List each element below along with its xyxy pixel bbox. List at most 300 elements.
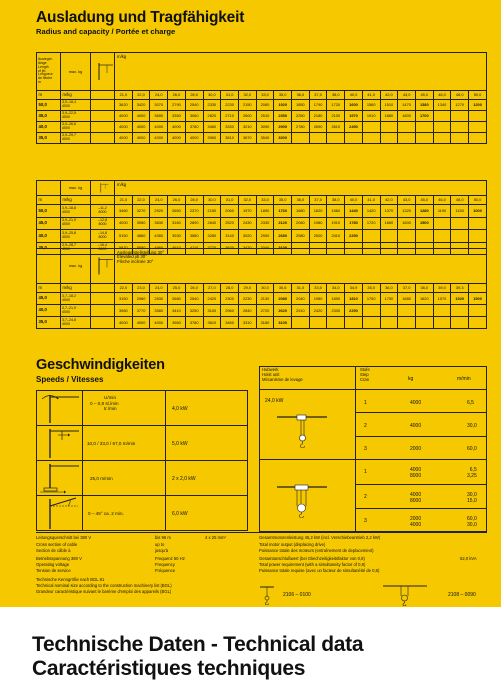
electrical-note: jusqu'à [155, 548, 169, 553]
max-load-cell: 3,7–24,8 4000 [61, 317, 91, 329]
capacity-cell: 3690 [150, 111, 168, 122]
slew-speed: U/min 0 – 0,8 sl./min tr./min [90, 395, 119, 412]
capacity-cell: 2100 [327, 111, 345, 122]
capacity-cell: 3090 [256, 122, 274, 133]
electrical-note: Operating voltage [36, 562, 70, 567]
max-load-cell: 3,7–18,2 4000 [61, 293, 91, 305]
hoist-speed: 30,0 [467, 423, 477, 429]
radius-cell: 34,9 [345, 284, 363, 293]
hoist-step: 3 [364, 446, 367, 452]
radius-cell: 37,0 [309, 91, 327, 100]
capacity-cell: 1890 [256, 205, 274, 218]
capacity-cell: 1510 [380, 100, 398, 111]
radius-cell: 35,0 [274, 91, 292, 100]
table-note-cell: m/kg [115, 53, 487, 91]
radius-cell: 48,0 [451, 91, 469, 100]
capacity-cell: 3340 [256, 242, 274, 255]
capacity-cell [327, 133, 345, 144]
capacity-cell: 1620 [415, 293, 433, 305]
max-load-cell: 3,9–18,8 4000 [61, 205, 91, 218]
capacity-cell [309, 133, 327, 144]
electrical-note: Grandeur caractéristique suivant le barème d'emploi des appareils (BGL) [36, 589, 172, 594]
capacity-cell [380, 133, 398, 144]
max-load-cell: 3,9–25,8 4000 [61, 230, 91, 243]
max-load-double-cell [91, 122, 115, 133]
step-header: Stufe Step Cran [360, 367, 370, 382]
capacity-cell [469, 317, 487, 329]
max-load-double-cell [91, 293, 115, 305]
jib-length-cell: 35,0 [37, 133, 61, 144]
capacity-cell: 3100 [274, 317, 292, 329]
radius-cell: 32,0 [238, 196, 256, 205]
capacity-cell: 1750 [380, 293, 398, 305]
capacity-cell: 1500 [415, 217, 433, 230]
capacity-cell: 3460 [221, 317, 239, 329]
capacity-cell: 1800 [398, 111, 416, 122]
capacity-cell [362, 305, 380, 317]
luffing-crane-icon [38, 496, 81, 530]
capacity-cell: 1000 [469, 205, 487, 218]
capacity-cell [469, 111, 487, 122]
capacity-cell: 3410 [168, 305, 186, 317]
hoist-speed: 30,0 15,0 [467, 492, 477, 504]
radius-cell: 37,0 [398, 284, 416, 293]
radius-cell: 46,0 [433, 196, 451, 205]
capacity-cell: 4000 [115, 133, 133, 144]
capacity-cell: 1600 [398, 217, 416, 230]
blank-cell [37, 249, 61, 284]
capacity-cell [398, 122, 416, 133]
radius-cell: 25,0 [168, 284, 186, 293]
capacity-cell: 1780 [345, 217, 363, 230]
capacity-cell [398, 305, 416, 317]
max-load-cell: 3,9–18,4 4000 [61, 100, 91, 111]
capacity-cell: 2450 [345, 122, 363, 133]
radius-cell: 39,3 [451, 284, 469, 293]
page-subheading: Radius and capacity / Portée et charge [36, 27, 176, 36]
capacity-cell [469, 230, 487, 243]
capacity-cell: 1150 [451, 205, 469, 218]
electrical-note: 4 x 25 mm² [205, 535, 226, 540]
capacity-cell: 1980 [309, 217, 327, 230]
speeds-heading: Geschwindigkeiten [36, 357, 165, 373]
capacity-cell: 1680 [398, 293, 416, 305]
kg-header: kg [408, 376, 414, 382]
capacity-cell: 3610 [203, 317, 221, 329]
capacity-cell: 1280 [415, 205, 433, 218]
capacity-cell: 3620 [115, 100, 133, 111]
radius-cell: 36,0 [380, 284, 398, 293]
power-note: Total power requirement (with a simultaneity factor of 0,8) [259, 562, 366, 567]
capacity-cell: 3250 [185, 305, 203, 317]
capacity-cell: 2150 [238, 100, 256, 111]
capacity-cell: 4000 [150, 122, 168, 133]
capacity-cell: 2420 [309, 305, 327, 317]
capacity-cell: 1720 [327, 100, 345, 111]
electrical-note: Tension de service [36, 568, 71, 573]
radius-cell: 45,0 [415, 91, 433, 100]
radius-cell: 29,0 [238, 284, 256, 293]
capacity-cell: 1340 [433, 100, 451, 111]
crane-diagram-cell [91, 249, 115, 284]
capacity-cell: 2710 [221, 111, 239, 122]
capacity-cell: 3100 [274, 242, 292, 255]
radius-cell: 21,0 [115, 91, 133, 100]
travel-speed: 25,0 m/min [90, 476, 113, 481]
capacity-cell: 2640 [203, 217, 221, 230]
capacity-cell: 1620 [309, 205, 327, 218]
capacity-cell: 3670 [238, 133, 256, 144]
page-heading: Ausladung und Tragfähigkeit [36, 9, 245, 26]
hoist-kg: 2000 4000 [410, 516, 422, 528]
table-note-cell: Auslegerstellstellung 30° Elevated jib 30° Flèche inclinée 30° [115, 249, 487, 284]
radius-cell [469, 284, 487, 293]
capacity-cell: 1970 [345, 111, 363, 122]
radius-cell: 35,0 [274, 196, 292, 205]
capacity-cell: 2790 [168, 100, 186, 111]
capacity-cell: 4000 [132, 111, 150, 122]
capacity-cell: 2430 [238, 217, 256, 230]
trolley-crane-icon [38, 426, 81, 459]
capacity-cell: 1320 [398, 205, 416, 218]
capacity-cell: 2520 [221, 217, 239, 230]
max-load-cell: 3,9–26,6 4000 [61, 122, 91, 133]
double-reeving-icon [277, 484, 327, 518]
jib-length-cell: 40,0 [37, 305, 61, 317]
blank-cell [91, 196, 115, 205]
capacity-cell: 2600 [238, 111, 256, 122]
electrical-note: bis 96 m [155, 535, 171, 540]
hoist-step: 2 [364, 423, 367, 429]
capacity-cell [433, 122, 451, 133]
electrical-note: Frequency [155, 562, 175, 567]
jib-length-cell: 50,0 [37, 205, 61, 218]
capacity-cell [451, 133, 469, 144]
capacity-cell: 3350 [168, 111, 186, 122]
hoist-speed: 60,0 30,0 [467, 516, 477, 528]
capacity-cell: 2840 [238, 305, 256, 317]
radius-cell: 43,0 [398, 196, 416, 205]
radius-cell: 24,0 [150, 196, 168, 205]
radius-cell: 34,0 [327, 284, 345, 293]
capacity-table-2 [36, 180, 487, 255]
capacity-cell [433, 111, 451, 122]
radius-cell: 28,0 [221, 284, 239, 293]
capacity-cell: 2690 [309, 122, 327, 133]
trolley-power: 5,0 kW [172, 441, 188, 447]
capacity-cell [451, 317, 469, 329]
capacity-cell: 4000 [150, 133, 168, 144]
capacity-cell: 2130 [256, 293, 274, 305]
trolley-speed: 10,0 / 33,0 / 67,0 m/min [87, 441, 136, 446]
capacity-cell: 4000 [115, 111, 133, 122]
capacity-cell: 1910 [327, 217, 345, 230]
unit-mkg-cell: m/kg [61, 91, 91, 100]
capacity-cell [345, 133, 363, 144]
table-note-cell: m/kg [115, 181, 487, 196]
max-kg-header: max. kg [61, 53, 91, 91]
capacity-cell: 3100 [203, 305, 221, 317]
capacity-cell [380, 305, 398, 317]
capacity-cell: 2980 [132, 293, 150, 305]
capacity-cell [309, 317, 327, 329]
blank-cell [37, 181, 61, 196]
capacity-cell: 1980 [309, 293, 327, 305]
radius-cell: 22,0 [132, 196, 150, 205]
max-load-cell: 3,9–28,7 4000 [61, 242, 91, 255]
electrical-note: Fréquence [155, 568, 176, 573]
crane-diagram-cell [91, 53, 115, 91]
double-hook-icon [383, 584, 427, 606]
radius-cell: 38,0 [415, 284, 433, 293]
capacity-cell [398, 133, 416, 144]
capacity-cell: 1560 [327, 205, 345, 218]
electrical-note: up to [155, 542, 165, 547]
capacity-cell: 1420 [362, 205, 380, 218]
capacity-cell: 1860 [380, 111, 398, 122]
radius-cell: 50,0 [469, 91, 487, 100]
capacity-cell: 1910 [362, 111, 380, 122]
max-load-cell: 3,9–22,5 4000 [61, 111, 91, 122]
capacity-cell: 4000 [132, 133, 150, 144]
radius-cell: 48,0 [451, 196, 469, 205]
capacity-cell: 1570 [433, 293, 451, 305]
capacity-cell: 3140 [221, 230, 239, 243]
power-note: Gesamtmotorenleistung 45,2 kW (incl. Verschiebeantrieb 2,2 kW) [259, 535, 381, 540]
capacity-cell: 2370 [185, 205, 203, 218]
max-load-double-cell [91, 111, 115, 122]
radius-cell: 31,0 [221, 196, 239, 205]
capacity-cell: 1200 [469, 100, 487, 111]
capacity-cell: 3070 [150, 100, 168, 111]
max-load-cell: 3,7–21,9 4000 [61, 305, 91, 317]
power-note: Gesamtanschlußwert (bei Gleichzeitigkeitsfaktor von 0,8) [259, 556, 365, 561]
capacity-cell: 4000 [150, 317, 168, 329]
hoist-kg: 4000 [410, 400, 422, 406]
unit-m-cell: m [37, 196, 61, 205]
capacity-cell: 3810 [221, 133, 239, 144]
capacity-cell: 2060 [256, 100, 274, 111]
radius-cell: 30,0 [256, 284, 274, 293]
radius-cell: 37,0 [309, 196, 327, 205]
radius-cell: 31,0 [221, 91, 239, 100]
capacity-cell: 5550 [132, 242, 150, 255]
code-double: 2108 – 0090 [448, 592, 476, 598]
capacity-cell: 2040 [292, 293, 310, 305]
capacity-cell [415, 122, 433, 133]
capacity-cell: 2890 [185, 217, 203, 230]
capacity-cell [433, 230, 451, 243]
radius-cell: 26,0 [168, 196, 186, 205]
capacity-cell: 1660 [380, 217, 398, 230]
hoist-step: 3 [364, 518, 367, 524]
capacity-cell: 2410 [327, 230, 345, 243]
capacity-cell: 3210 [238, 122, 256, 133]
capacity-cell: 1190 [433, 205, 451, 218]
capacity-cell: 3780 [185, 317, 203, 329]
capacity-cell: 2330 [256, 217, 274, 230]
capacity-cell: 2300 [221, 293, 239, 305]
capacity-cell: 2540 [185, 100, 203, 111]
hoist-speed: 6,5 3,25 [467, 467, 477, 479]
radius-cell: 50,0 [469, 196, 487, 205]
capacity-cell: 2120 [274, 217, 292, 230]
power-note: Total motor output (displacing drive) [259, 542, 326, 547]
capacity-cell: 4000 [132, 122, 150, 133]
max-load-cell: 3,9–21,9 4000 [61, 217, 91, 230]
hoist-kg: 4000 8000 [410, 467, 422, 479]
capacity-cell: 4000 [168, 122, 186, 133]
capacity-cell: 3420 [132, 100, 150, 111]
capacity-cell: 3580 [185, 230, 203, 243]
capacity-cell: 2250 [292, 111, 310, 122]
blank-cell [91, 284, 115, 293]
capacity-cell: 4000 [168, 133, 186, 144]
radius-cell: 33,0 [309, 284, 327, 293]
capacity-cell: 3150 [115, 293, 133, 305]
speeds-subheading: Speeds / Vitesses [36, 375, 104, 384]
max-load-cell: 3,9–29,7 4000 [61, 133, 91, 144]
capacity-cell: 2510 [256, 111, 274, 122]
capacity-cell: 1920 [274, 100, 292, 111]
capacity-cell: 2650 [168, 205, 186, 218]
capacity-cell: 4350 [150, 230, 168, 243]
radius-cell: 41,0 [362, 196, 380, 205]
capacity-cell [469, 305, 487, 317]
radius-cell: 27,0 [203, 284, 221, 293]
slew-power: 4,0 kW [172, 406, 188, 412]
travel-power: 2 x 2,0 kW [172, 476, 196, 482]
max-load-double-cell: –12,8 8000 [91, 217, 115, 230]
footer-subtitle: Caractéristiques techniques [32, 657, 306, 680]
capacity-cell: 1970 [238, 205, 256, 218]
capacity-cell: 3950 [132, 217, 150, 230]
max-load-double-cell: –11,2 8000 [91, 205, 115, 218]
capacity-cell: 4960 [150, 242, 168, 255]
radius-cell: 31,0 [292, 284, 310, 293]
capacity-cell [292, 133, 310, 144]
capacity-cell: 1470 [398, 100, 416, 111]
capacity-cell [398, 317, 416, 329]
capacity-cell: 2350 [274, 111, 292, 122]
capacity-cell: 4510 [168, 242, 186, 255]
capacity-cell: 3770 [132, 305, 150, 317]
hoist-step: 1 [364, 469, 367, 475]
crane-diagram-cell [91, 181, 115, 196]
electrical-note: Frequenz 50 Hz [155, 556, 185, 561]
capacity-cell [451, 217, 469, 230]
capacity-cell [433, 305, 451, 317]
radius-cell: 42,0 [380, 196, 398, 205]
capacity-cell: 1380 [415, 100, 433, 111]
capacity-cell: 3630 [150, 217, 168, 230]
radius-cell: 24,0 [150, 91, 168, 100]
capacity-cell: 2150 [203, 205, 221, 218]
radius-cell: 36,0 [292, 196, 310, 205]
capacity-table-1 [36, 52, 487, 144]
capacity-cell: 5150 [115, 230, 133, 243]
jib-length-cell: 40,0 [37, 122, 61, 133]
capacity-cell: 3310 [238, 317, 256, 329]
capacity-cell [451, 230, 469, 243]
hoist-header: Hubwerk Hoist unit Mécanisme de levage [262, 367, 303, 382]
capacity-cell [433, 133, 451, 144]
capacity-cell [362, 122, 380, 133]
capacity-cell: 1750 [362, 293, 380, 305]
radius-cell: 22,0 [115, 284, 133, 293]
capacity-cell: 2250 [345, 305, 363, 317]
radius-cell: 22,0 [132, 91, 150, 100]
jib-length-cell: 35,0 [37, 317, 61, 329]
hoist-kg: 2000 [410, 446, 422, 452]
capacity-cell: 4860 [132, 230, 150, 243]
capacity-cell: 3930 [168, 230, 186, 243]
radius-cell: 28,0 [185, 196, 203, 205]
unit-m-cell: m [37, 91, 61, 100]
capacity-cell: 2510 [292, 305, 310, 317]
capacity-cell: 1440 [345, 205, 363, 218]
radius-cell: 40,0 [345, 196, 363, 205]
capacity-cell: 3960 [203, 133, 221, 144]
capacity-cell: 2780 [292, 122, 310, 133]
capacity-cell: 4000 [185, 133, 203, 144]
capacity-cell: 2230 [238, 293, 256, 305]
jib-length-header: Ausleger- länge Length of jib Longueur de flèche m [37, 53, 61, 91]
hoist-step: 2 [364, 494, 367, 500]
capacity-cell: 3960 [168, 317, 186, 329]
capacity-cell [362, 230, 380, 243]
radius-cell: 39,0 [433, 284, 451, 293]
single-hook-icon [260, 585, 274, 605]
single-reeving-icon [277, 414, 327, 448]
radius-cell: 33,0 [256, 196, 274, 205]
capacity-cell [469, 133, 487, 144]
power-value: 52,0 kVA [460, 556, 477, 561]
radius-cell: 24,0 [150, 284, 168, 293]
capacity-cell: 3060 [185, 111, 203, 122]
capacity-cell: 2900 [274, 122, 292, 133]
capacity-cell [451, 305, 469, 317]
capacity-cell: 2540 [185, 293, 203, 305]
radius-cell: 26,0 [168, 91, 186, 100]
capacity-table-3 [36, 248, 487, 329]
footer-title: Technische Daten - Technical data [32, 633, 364, 656]
hoist-power: 24,0 kW [265, 398, 284, 404]
capacity-cell: 3980 [115, 305, 133, 317]
capacity-cell: 5870 [115, 242, 133, 255]
max-load-double-cell [91, 133, 115, 144]
capacity-cell: 3470 [238, 242, 256, 255]
capacity-cell: 2680 [168, 293, 186, 305]
travel-crane-icon [38, 461, 81, 494]
capacity-cell: 4000 [115, 317, 133, 329]
electrical-note: Technische Kenngröße nach BGL 81 [36, 577, 105, 582]
capacity-cell [451, 122, 469, 133]
capacity-cell: 3280 [203, 230, 221, 243]
capacity-cell: 2720 [256, 305, 274, 317]
capacity-cell: 1790 [309, 100, 327, 111]
capacity-cell [380, 317, 398, 329]
jib-length-cell: 45,0 [37, 111, 61, 122]
radius-cell: 35,0 [362, 284, 380, 293]
electrical-note: Technical nominal size according to the construction machinery list (BGL) [36, 583, 172, 588]
blank-cell [91, 91, 115, 100]
capacity-cell: 4110 [185, 242, 203, 255]
capacity-cell [380, 230, 398, 243]
capacity-cell: 1600 [345, 100, 363, 111]
speed-header: m/min [457, 376, 471, 382]
max-load-double-cell [91, 100, 115, 111]
